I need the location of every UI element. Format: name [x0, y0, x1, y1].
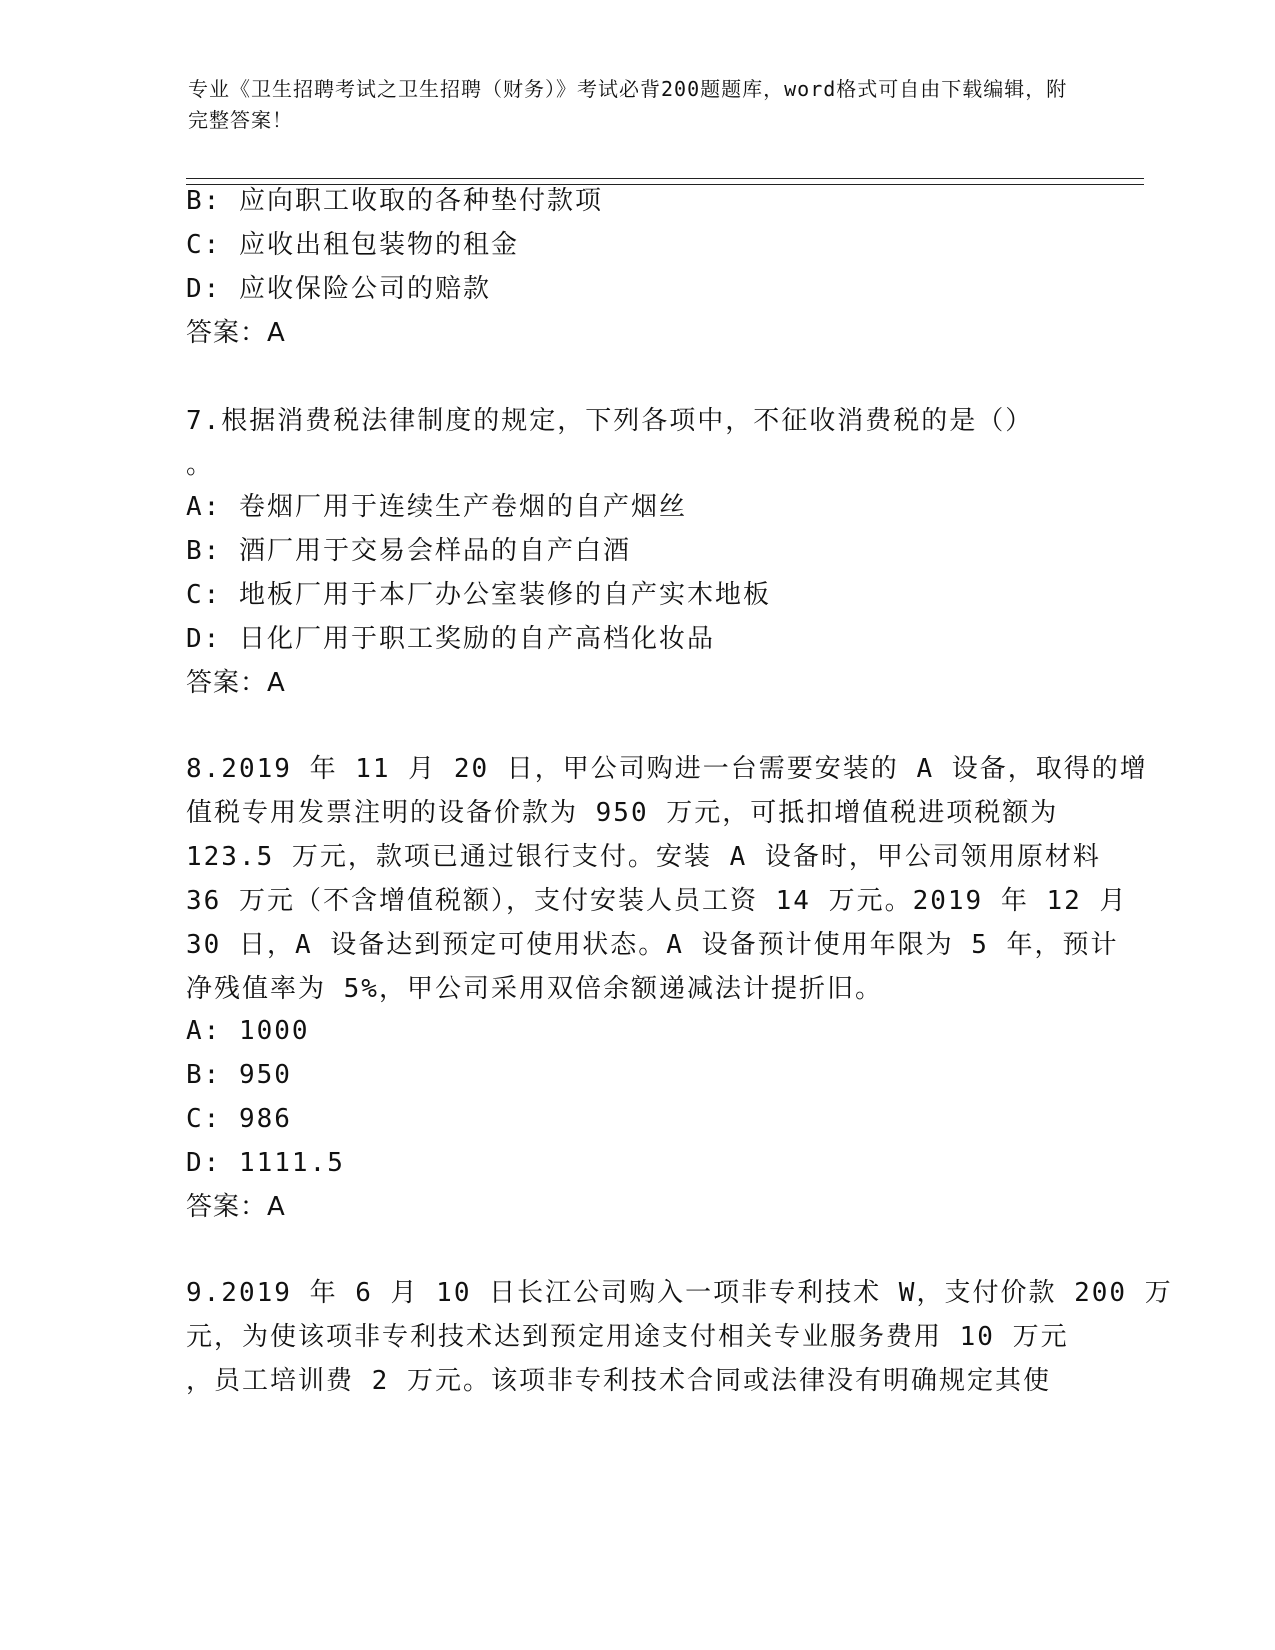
question-9-text: 元，为使该项非专利技术达到预定用途支付相关专业服务费用 10 万元 — [186, 1322, 1069, 1352]
question-8-text: 30 日，A 设备达到预定可使用状态。A 设备预计使用年限为 5 年，预计 — [186, 930, 1119, 960]
option-d: D: 1111.5 — [186, 1148, 345, 1178]
question-8-text: 36 万元（不含增值税额），支付安装人员工资 14 万元。2019 年 12 月 — [186, 886, 1128, 916]
question-8-text: 123.5 万元，款项已通过银行支付。安装 A 设备时，甲公司领用原材料 — [186, 842, 1101, 872]
question-8-text: 8.2019 年 11 月 20 日，甲公司购进一台需要安装的 A 设备，取得的增 — [186, 754, 1148, 784]
option-c: C: 应收出租包装物的租金 — [186, 230, 519, 260]
document-header: 专业《卫生招聘考试之卫生招聘（财务）》考试必背200题题库，word格式可自由下载编辑，附完整答案！ — [188, 77, 1068, 132]
question-8-text: 值税专用发票注明的设备价款为 950 万元，可抵扣增值税进项税额为 — [186, 798, 1059, 828]
option-d: D: 日化厂用于职工奖励的自产高档化妆品 — [186, 624, 715, 654]
option-b: B: 950 — [186, 1060, 292, 1090]
question-8-text: 净残值率为 5%，甲公司采用双倍余额递减法计提折旧。 — [186, 974, 883, 1004]
option-d: D: 应收保险公司的赔款 — [186, 274, 491, 304]
option-c: C: 986 — [186, 1104, 292, 1134]
answer: 答案：A — [186, 318, 286, 348]
option-a: A: 卷烟厂用于连续生产卷烟的自产烟丝 — [186, 492, 687, 522]
answer: 答案：A — [186, 1192, 286, 1222]
question-7-text: 7.根据消费税法律制度的规定，下列各项中，不征收消费税的是（） — [186, 406, 1034, 436]
option-a: A: 1000 — [186, 1016, 310, 1046]
option-b: B: 应向职工收取的各种垫付款项 — [186, 186, 603, 216]
option-c: C: 地板厂用于本厂办公室装修的自产实木地板 — [186, 580, 771, 610]
question-7-text: 。 — [186, 450, 215, 480]
question-9-text: ，员工培训费 2 万元。该项非专利技术合同或法律没有明确规定其使 — [186, 1366, 1051, 1396]
option-b: B: 酒厂用于交易会样品的自产白酒 — [186, 536, 631, 566]
answer: 答案：A — [186, 668, 286, 698]
question-9-text: 9.2019 年 6 月 10 日长江公司购入一项非专利技术 W，支付价款 200 万 — [186, 1278, 1173, 1308]
